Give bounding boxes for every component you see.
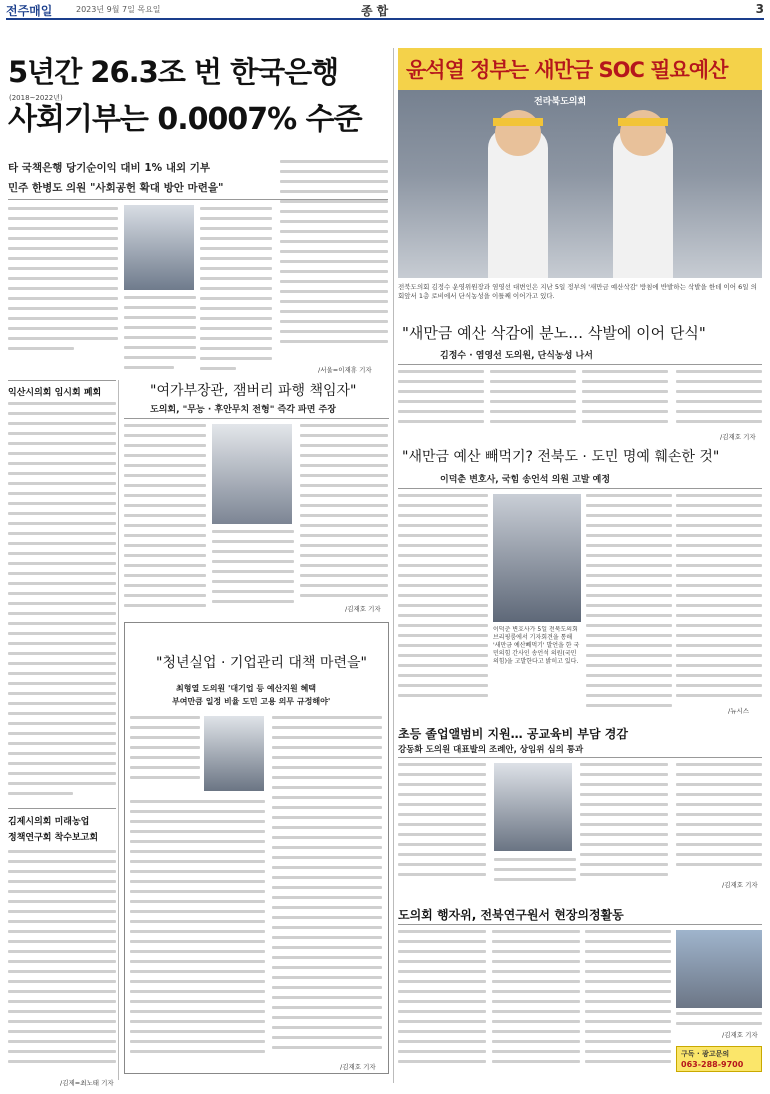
vice-minister-col2 (212, 530, 294, 614)
vice-minister-rule (124, 418, 389, 419)
reputation-subhead: 이덕춘 변호사, 국힘 송언석 의원 고발 예정 (440, 475, 611, 485)
reputation-col2 (586, 494, 672, 714)
reputation-col1 (398, 494, 488, 709)
protester-left-head (495, 110, 541, 156)
gimje-title-1: 김제시의회 미래농업 (8, 817, 90, 827)
youth-portrait (204, 716, 264, 791)
iksan-body (8, 402, 116, 807)
admin-col4 (676, 1012, 762, 1032)
issue-date: 2023년 9월 7일 목요일 (76, 5, 161, 14)
vice-minister-quote: "여가부장관, 잼버리 파행 책임자" (150, 383, 357, 399)
protest-photo-caption: 전북도의회 김정수 운영위원장과 염영선 대변인은 지난 5일 정부의 '새만금 예산삭감' 방침에 반발하는 삭발을 한데 이어 6일 의회앞서 1층 로비에서 단식농성을 이틀째 이어가고 있다. (398, 283, 757, 300)
elementary-col4 (676, 763, 762, 878)
lead-body-col1 (8, 207, 118, 357)
reputation-col3 (676, 494, 762, 704)
lead-headline-2: 사회기부는 0.0007% 수준 (8, 102, 362, 137)
saemangeum-col1 (398, 370, 484, 430)
saemangeum-col2 (490, 370, 576, 430)
elementary-rule (398, 757, 762, 758)
elementary-subhead: 강동화 도의원 대표발의 조례안, 상임위 심의 통과 (398, 745, 584, 755)
gimje-top-rule (8, 808, 116, 809)
admin-rule (398, 924, 762, 925)
headband-right (618, 118, 668, 126)
gimje-byline: /김제=최노태 기자 (60, 1079, 114, 1087)
youth-col1b (130, 800, 265, 1068)
lead-body-col2 (200, 207, 272, 387)
vice-minister-col3 (300, 424, 388, 604)
iksan-title: 익산시의회 임시회 폐회 (8, 388, 102, 398)
saemangeum-subhead: 김정수 · 염영선 도의원, 단식농성 나서 (440, 351, 593, 361)
lead-subhead-2: 민주 한병도 의원 "사회공헌 확대 방안 마련을" (8, 182, 224, 194)
vice-minister-byline: /김재호 기자 (345, 605, 381, 613)
ad-label: 구독 · 광고문의 (681, 1050, 730, 1058)
protester-right-head (620, 110, 666, 156)
lead-headline-1: 5년간 26.3조 번 한국은행 (8, 55, 339, 89)
councilor-portrait (494, 763, 572, 851)
saemangeum-col3 (582, 370, 668, 430)
elementary-title: 초등 졸업앨범비 지원… 공교육비 부담 경감 (398, 727, 628, 741)
column-rule-2 (393, 48, 394, 1083)
youth-subhead-2: 부여만큼 일정 비율 도민 고용 의무 규정해야' (172, 697, 331, 706)
youth-quote: "청년실업 · 기업관리 대책 마련을" (156, 655, 367, 671)
protest-banner-sub: 전라북도의회 (534, 97, 587, 107)
lead-body-col1b (124, 296, 196, 386)
youth-byline: /김재호 기자 (340, 1063, 376, 1071)
admin-col1 (398, 930, 486, 1075)
elementary-byline: /김재호 기자 (722, 881, 758, 889)
youth-subhead-1: 최형열 도의원 '대기업 등 예산지원 혜택 (176, 684, 317, 693)
saemangeum-rule (398, 364, 762, 365)
gimje-body (8, 850, 116, 1075)
masthead (6, 2, 764, 20)
gimje-title-2: 정책연구회 착수보고회 (8, 833, 99, 843)
protest-banner-text: 윤석열 정부는 새만금 SOC 필요예산 (406, 58, 728, 82)
lawmaker-portrait (124, 205, 194, 290)
admin-col2 (492, 930, 580, 1075)
column-rule-1 (118, 380, 119, 1080)
reputation-quote: "새만금 예산 빼먹기? 전북도 · 도민 명예 훼손한 것" (402, 449, 720, 465)
elementary-col2b (494, 858, 576, 890)
ad-phone: 063-288-9700 (681, 1060, 744, 1069)
iksan-top-rule (8, 380, 116, 381)
saemangeum-byline: /김재호 기자 (720, 433, 756, 441)
vice-minister-col1 (124, 424, 206, 614)
saemangeum-col4 (676, 370, 762, 430)
lawyer-photo (493, 494, 581, 622)
youth-col2 (272, 716, 382, 1056)
headband-left (493, 118, 543, 126)
youth-col1a (130, 716, 200, 786)
vice-minister-subhead: 도의회, "무능 · 후안무치 전형" 즉각 파면 주장 (150, 405, 336, 415)
admin-col3 (585, 930, 671, 1075)
lawyer-photo-caption: 이덕춘 변호사가 5일 전북도의회 브리핑룸에서 기자회견을 통해 '새만금 예산빼먹기' 발언을 한 국민의힘 간사인 송언석 의원(국민의힘)을 고발한다고 밝히고 있다. (493, 626, 580, 666)
admin-byline: /김재호 기자 (722, 1031, 758, 1039)
protest-photo (398, 48, 762, 278)
vice-minister-photo (212, 424, 292, 524)
saemangeum-quote: "새만금 예산 삭감에 분노… 삭발에 이어 단식" (402, 324, 706, 342)
lead-period: (2018~2022년) (9, 94, 63, 102)
admin-title: 도의회 행자위, 전북연구원서 현장의정활동 (398, 908, 624, 922)
section-name: 종합 (361, 4, 393, 18)
lead-body-col3 (280, 160, 388, 360)
admin-photo (676, 930, 762, 1008)
elementary-col3 (580, 763, 668, 888)
page-number: 3 (755, 2, 764, 16)
subscription-ad[interactable] (676, 1046, 762, 1072)
lead-subhead-1: 타 국책은행 당기순이익 대비 1% 내외 기부 (8, 162, 211, 174)
elementary-col1 (398, 763, 486, 888)
newspaper-brand: 전주매일 (6, 4, 53, 18)
reputation-rule (398, 488, 762, 489)
reputation-byline: /뉴시스 (728, 707, 750, 715)
lead-byline: /서울=이재휴 기자 (318, 366, 372, 374)
